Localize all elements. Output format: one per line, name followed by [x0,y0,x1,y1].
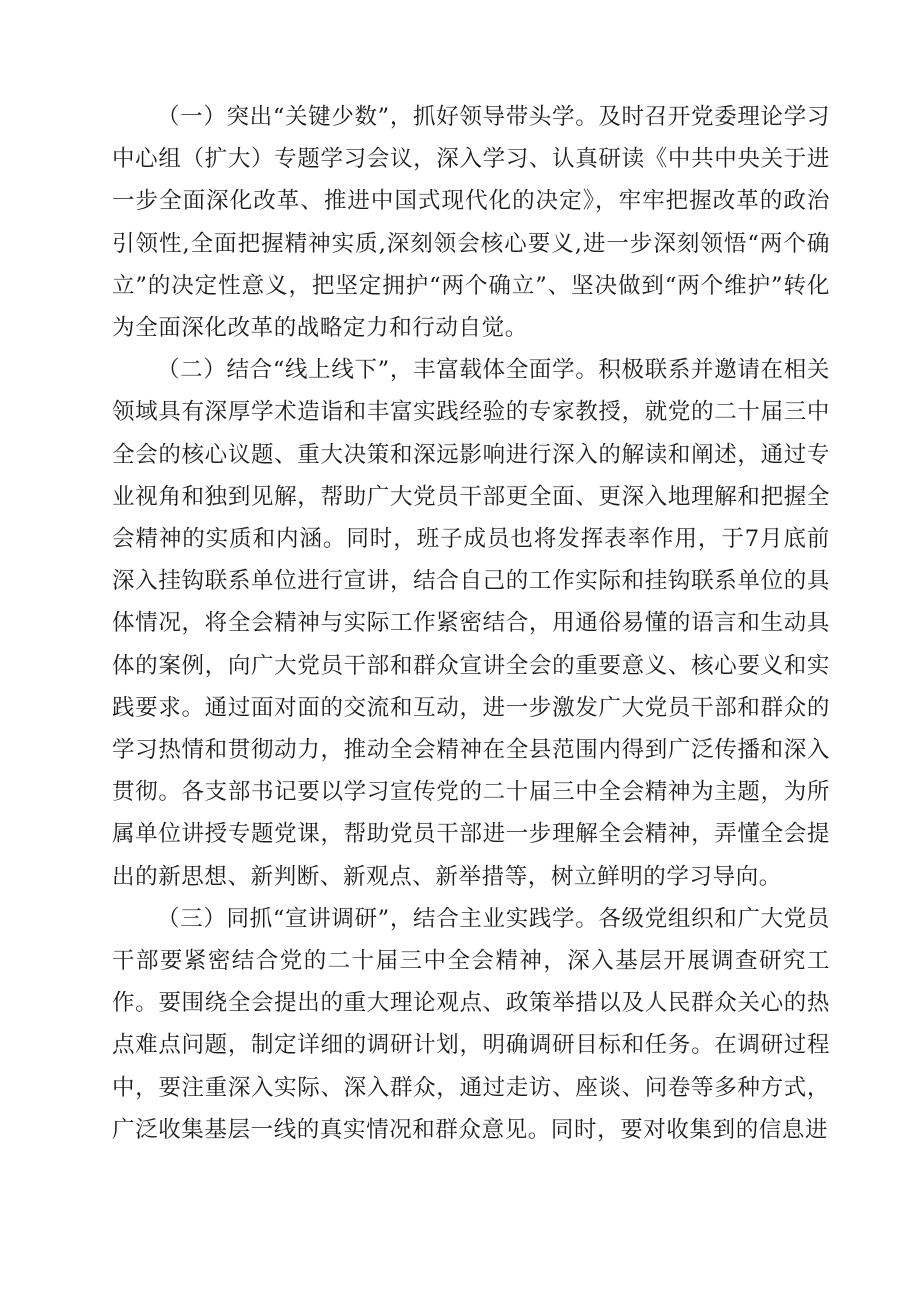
paragraph-3: （三）同抓“宣讲调研”，结合主业实践学。各级党组织和广大党员干部要紧密结合党的二十届三中全会精神，深入基层开展调查研究工作。要围绕全会提出的重大理论观点、政策举措以及人民群众关心的热点难点问题，制定详细的调研计划，明确调研目标和任务。在调研过程中，要注重深入实际、深入群众，通过走访、座谈、问卷等多种方式，广泛收集基层一线的真实情况和群众意见。同时，要对收集到的信息进 [112,905,830,1143]
document-body [112,96,830,1151]
paragraph-2: （二）结合“线上线下”，丰富载体全面学。积极联系并邀请在相关领域具有深厚学术造诣和丰富实践经验的专家教授，就党的二十届三中全会的核心议题、重大决策和深远影响进行深入的解读和阐述，通过专业视角和独到见解，帮助广大党员干部更全面、更深入地理解和把握全会精神的实质和内涵。同时，班子成员也将发挥表率作用，于7月底前深入挂钩联系单位进行宣讲，结合自己的工作实际和挂钩联系单位的具体情况，将全会精神与实际工作紧密结合，用通俗易懂的语言和生动具体的案例，向广大党员干部和群众宣讲全会的重要意义、核心要义和实践要求。通过面对面的交流和互动，进一步激发广大党员干部和群众的学习热情和贯彻动力，推动全会精神在全县范围内得到广泛传播和深入贯彻。各支部书记要以学习宣传党的二十届三中全会精神为主题，为所属单位讲授专题党课，帮助党员干部进一步理解全会精神，弄懂全会提出的新思想、新判断、新观点、新举措等，树立鲜明的学习导向。 [112,357,830,890]
paragraph-1: （一）突出“关键少数”，抓好领导带头学。及时召开党委理论学习中心组（扩大）专题学习会议，深入学习、认真研读《中共中央关于进一步全面深化改革、推进中国式现代化的决定》，牢牢把握改革的政治引领性,全面把握精神实质,深刻领会核心要义,进一步深刻领悟“两个确立”的决定性意义，把坚定拥护“两个确立”、坚决做到“两个维护”转化为全面深化改革的战略定力和行动自觉。 [112,104,830,342]
